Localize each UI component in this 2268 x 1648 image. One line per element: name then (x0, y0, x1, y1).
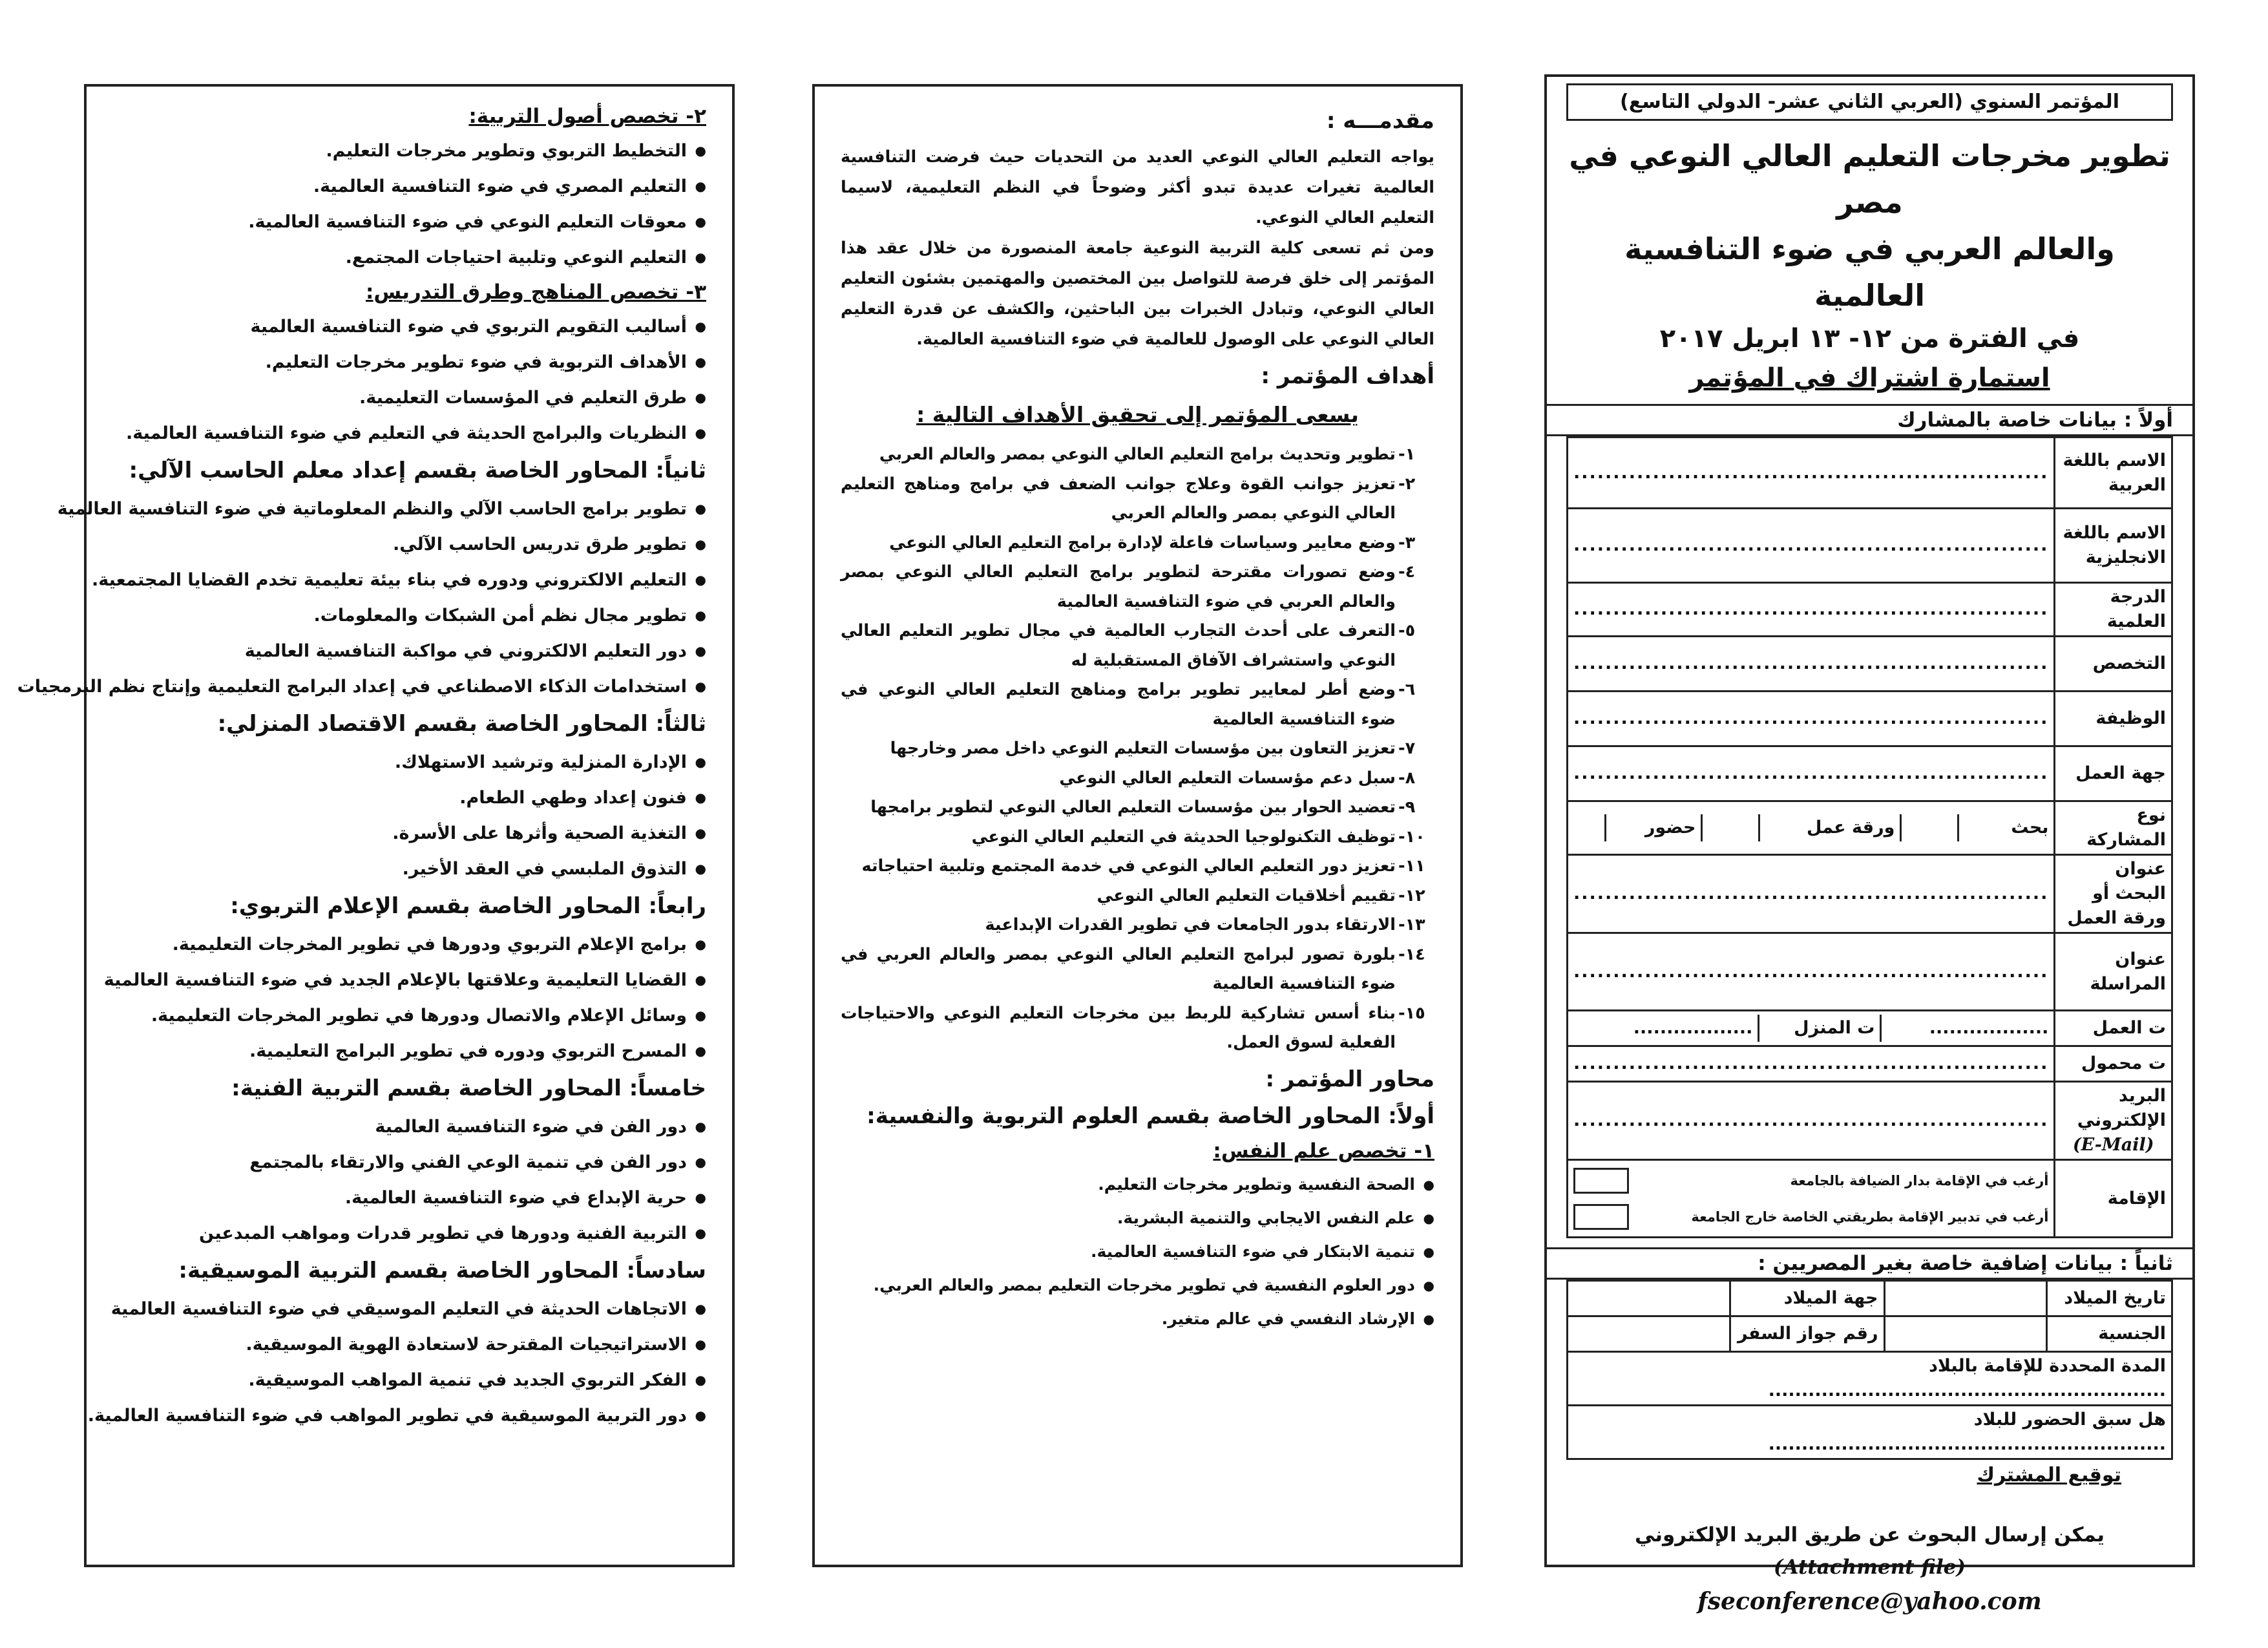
conference-title: تطوير مخرجات التعليم العالي النوعي في مصر (1569, 138, 2170, 220)
footer-note: (Attachment file) (1773, 1556, 1966, 1579)
bullet-list (112, 309, 706, 451)
duration-field[interactable]: المدة المحددة للإقامة بالبلاد ............................................................ (1568, 1352, 2172, 1406)
field-label: ت العمل (2055, 1011, 2172, 1046)
list-item: ● علم النفس الايجابي والتنمية البشرية. (841, 1201, 1434, 1235)
section-heading: ١- تخصص علم النفس: (1213, 1139, 1434, 1163)
list-item: ● برامج الإعلام التربوي ودورها في تطوير المخرجات التعليمية. (112, 927, 706, 962)
field-label: عنوان المراسلة (2055, 933, 2172, 1011)
conference-title: والعالم العربي في ضوء التنافسية العالمية (1624, 231, 2115, 313)
goals-list (841, 440, 1434, 1058)
field-label: الإقامة (2055, 1160, 2172, 1238)
right-panel (1544, 74, 2195, 1615)
form-section-heading: أولاً : بيانات خاصة بالمشارك (1547, 404, 2192, 436)
goal-item: ١٣- الارتقاء بدور الجامعات في تطوير القدرات الإبداعية (985, 915, 1425, 935)
checkbox[interactable] (1573, 1168, 1629, 1194)
list-item: ● معوقات التعليم النوعي في ضوء التنافسية العالمية. (112, 204, 706, 240)
list-item: ● طرق التعليم في المؤسسات التعليمية. (112, 380, 706, 416)
list-item: ● التربية الفنية ودورها في تطوير قدرات ومواهب المبدعين (112, 1216, 706, 1251)
bullet-list (17, 491, 706, 704)
list-item: ● دور التربية الموسيقية في تطوير المواهب في ضوء التنافسية العالمية. (112, 1398, 706, 1433)
list-item: ● أساليب التقويم التربوي في ضوء التنافسية العالمية (112, 309, 706, 344)
mobile-field[interactable]: ............................................................ (1568, 1046, 2055, 1082)
list-item: ● التذوق الملبسي في العقد الأخير. (112, 851, 706, 887)
list-item: ● استخدامات الذكاء الاصطناعي في إعداد البرامج التعليمية وإنتاج نظم البرمجيات (112, 669, 706, 704)
home-phone-field[interactable]: .................. (1633, 1018, 1753, 1038)
list-item: ● دور العلوم النفسية في تطوير مخرجات التعليم بمصر والعالم العربي. (841, 1269, 1434, 1302)
bullet-list (103, 927, 706, 1069)
list-item: ● المسرح التربوي ودوره في تطوير البرامج التعليمية. (112, 1033, 706, 1069)
section-heading: ٢- تخصص أصول التربية: (468, 105, 706, 128)
list-item: ● تطوير طرق تدريس الحاسب الآلي. (112, 527, 706, 562)
intro-paragraph: ومن ثم تسعى كلية التربية النوعية جامعة المنصورة من خلال عقد هذا المؤتمر إلى خلق فرصة للتواصل بين المختصين والمهتمين بشئون التعليم العالي النوعي، وتبادل الخبرات بين الباحثين، والكشف عن قدرة التعليم العالي النوعي على الوصول للعالمية في ضوء التنافسية العالمية. (841, 238, 1434, 349)
field-label: الوظيفة (2055, 692, 2172, 746)
list-item: ● فنون إعداد وطهي الطعام. (112, 780, 706, 816)
goal-item: ١١- تعزيز دور التعليم العالي النوعي في خدمة المجتمع وتلبية احتياجاته (861, 856, 1425, 876)
goal-item: ١٤- بلورة تصور لبرامج التعليم العالي النوعي بمصر والعالم العربي في ضوء التنافسية العالمية (841, 944, 1425, 993)
field-label: الجنسية (2047, 1316, 2172, 1352)
list-item: ● التخطيط التربوي وتطوير مخرجات التعليم. (112, 133, 706, 169)
work-phone-field[interactable]: .................. (1881, 1015, 2054, 1042)
footer-note: يمكن إرسال البحوث عن طريق البريد الإلكتروني (1635, 1523, 2105, 1547)
conference-dates: في الفترة من ١٢- ١٣ ابريل ٢٠١٧ (1659, 324, 2080, 354)
form-title: استمارة اشتراك في المؤتمر (1689, 363, 2050, 393)
axes-heading: محاور المؤتمر : (1265, 1066, 1434, 1092)
list-item: ● تطوير برامج الحاسب الآلي والنظم المعلوماتية في ضوء التنافسية العالمية (112, 491, 706, 527)
birthdate-field[interactable] (1884, 1281, 2046, 1316)
field-label: التخصص (2055, 637, 2172, 692)
non-egyptian-form (1566, 1280, 2173, 1460)
field-label: ت محمول (2055, 1046, 2172, 1082)
bullet-list (87, 1291, 706, 1433)
field-label: ت المنزل (1759, 1015, 1881, 1042)
list-item: ● حرية الإبداع في ضوء التنافسية العالمية. (112, 1180, 706, 1216)
list-item: ● الفكر التربوي الجديد في تنمية المواهب الموسيقية. (112, 1362, 706, 1398)
field-label: عنوان البحث أو ورقة العمل (2055, 855, 2172, 933)
field-label: جهة الميلاد (1730, 1281, 1884, 1316)
list-item: ● التعليم النوعي وتلبية احتياجات المجتمع. (112, 240, 706, 275)
workplace-field[interactable]: ............................................................ (1568, 746, 2055, 801)
bullet-list (112, 133, 706, 275)
job-field[interactable]: ............................................................ (1568, 692, 2055, 746)
list-item: ● الإرشاد النفسي في عالم متغير. (841, 1302, 1434, 1336)
goal-item: ١٥- بناء أسس تشاركية للربط بين مخرجات التعليم النوعي والاحتياجات الفعلية لسوق العمل. (841, 1003, 1425, 1052)
list-item: ● دور الفن في تنمية الوعي الفني والارتقاء بالمجتمع (112, 1145, 706, 1180)
field-label: رقم جواز السفر (1730, 1316, 1884, 1352)
goal-item: ٨- سبل دعم مؤسسات التعليم العالي النوعي (1059, 768, 1416, 788)
goal-item: ٢- تعزيز جوانب القوة وعلاج جوانب الضعف في برامج ومناهج التعليم العالي النوعي بمصر والعالم العربي (841, 474, 1416, 523)
field-label: تاريخ الميلاد (2047, 1281, 2172, 1316)
section-heading: ثالثاً: المحاور الخاصة بقسم الاقتصاد المنزلي: (217, 711, 706, 737)
list-item: ● النظريات والبرامج الحديثة في التعليم في ضوء التنافسية العالمية. (112, 416, 706, 451)
list-item: ● التعليم الالكتروني ودوره في بناء بيئة تعليمية تخدم القضايا المجتمعية. (112, 562, 706, 598)
title-field[interactable]: ............................................................ (1568, 855, 2055, 933)
field-label: الاسم باللغة العربية (2055, 438, 2172, 509)
goal-item: ٣- وضع معايير وسياسات فاعلة لإدارة برامج التعليم العالي النوعي (889, 533, 1416, 553)
left-panel (17, 84, 735, 1567)
list-item: ● تطوير مجال نظم أمن الشبكات والمعلومات. (112, 598, 706, 633)
list-item: ● الأهداف التربوية في ضوء تطوير مخرجات التعليم. (112, 344, 706, 380)
field-label: البريد الإلكتروني (E-Mail) (2055, 1082, 2172, 1160)
goal-item: ١٠- توظيف التكنولوجيا الحديثة في التعليم العالي النوعي (971, 827, 1425, 847)
participant-form (1566, 436, 2173, 1238)
section-heading: سادساً: المحاور الخاصة بقسم التربية الموسيقية: (178, 1258, 706, 1284)
conference-label: المؤتمر السنوي (العربي الثاني عشر- الدولي التاسع) (1566, 83, 2173, 121)
nationality-field[interactable] (1884, 1316, 2046, 1352)
list-item: ● الإدارة المنزلية وترشيد الاستهلاك. (112, 745, 706, 780)
goal-item: ١- تطوير وتحديث برامج التعليم العالي النوعي بمصر والعالم العربي (879, 445, 1416, 464)
section-heading: أولاً: المحاور الخاصة بقسم العلوم التربوية والنفسية: (866, 1103, 1434, 1129)
list-item: ● وسائل الإعلام والاتصال ودورها في تطوير المخرجات التعليمية. (112, 998, 706, 1033)
list-item: ● الاستراتيجيات المقترحة لاستعادة الهوية الموسيقية. (112, 1327, 706, 1362)
field-label: الاسم باللغة الانجليزية (2055, 509, 2172, 583)
option-research[interactable]: بحث (1958, 814, 2054, 841)
option-attend[interactable]: حضور (1606, 814, 1702, 841)
field-label: نوع المشاركة (2055, 801, 2172, 855)
footer (1566, 1519, 2173, 1620)
goals-heading: أهداف المؤتمر : (1261, 363, 1434, 389)
list-item: ● الصحة النفسية وتطوير مخرجات التعليم. (841, 1168, 1434, 1201)
goal-item: ٦- وضع أطر لمعايير تطوير برامج ومناهج التعليم العالي النوعي في ضوء التنافسية العالمية (841, 680, 1416, 729)
field-label: الدرجة العلمية (2055, 583, 2172, 637)
section-heading: ٣- تخصص المناهج وطرق التدريس: (366, 280, 706, 304)
intro-heading: مقدمـــه : (1326, 108, 1434, 134)
lodging-option[interactable]: أرغب في الإقامة بدار الضيافة بالجامعة (1573, 1163, 2048, 1199)
bullet-list (112, 1109, 706, 1251)
name-en-field[interactable]: ............................................................ (1568, 509, 2055, 583)
list-item: ● التغذية الصحية وأثرها على الأسرة. (112, 816, 706, 851)
list-item: ● دور الفن في ضوء التنافسية العالمية (112, 1109, 706, 1145)
degree-field[interactable]: ............................................................ (1568, 583, 2055, 637)
goal-item: ٩- تعضيد الحوار بين مؤسسات التعليم العالي النوعي لتطوير برامجها (870, 798, 1416, 817)
checkbox[interactable] (1573, 1204, 1629, 1230)
previous-visit-field[interactable]: هل سبق الحضور للبلاد ............................................................ (1568, 1406, 2172, 1459)
address-field[interactable]: ............................................................ (1568, 933, 2055, 1011)
intro-paragraph: يواجه التعليم العالي النوعي العديد من التحديات حيث فرضت التنافسية العالمية تغيرات عديدة تبدو أكثر وضوحاً في النظم التعليمية، لاسيما التعليم العالي النوعي. (841, 147, 1434, 227)
bullet-list (112, 745, 706, 887)
list-item: ● تنمية الابتكار في ضوء التنافسية العالمية. (841, 1235, 1434, 1269)
signature-label: توقيع المشترك (1977, 1464, 2121, 1486)
list-item: ● الاتجاهات الحديثة في التعليم الموسيقي في ضوء التنافسية العالمية (112, 1291, 706, 1327)
name-ar-field[interactable]: ............................................................ (1568, 438, 2055, 509)
form-section-heading: ثانياً : بيانات إضافية خاصة بغير المصريين : (1547, 1247, 2192, 1280)
middle-panel (812, 84, 1463, 1567)
lodging-option[interactable]: أرغب في تدبير الإقامة بطريقتي الخاصة خارج الجامعة (1573, 1199, 2048, 1235)
section-heading: رابعاً: المحاور الخاصة بقسم الإعلام التربوي: (230, 893, 706, 919)
list-item: ● القضايا التعليمية وعلاقتها بالإعلام الجديد في ضوء التنافسية العالمية (112, 962, 706, 998)
specialization-field[interactable]: ............................................................ (1568, 637, 2055, 692)
goal-item: ٧- تعزيز التعاون بين مؤسسات التعليم النوعي داخل مصر وخارجها (890, 739, 1416, 758)
section-heading: خامساً: المحاور الخاصة بقسم التربية الفنية: (231, 1075, 706, 1101)
list-item: ● التعليم المصري في ضوء التنافسية العالمية. (112, 169, 706, 204)
email-field[interactable]: ............................................................ (1568, 1082, 2055, 1160)
birthplace-field[interactable] (1568, 1281, 1730, 1316)
bullet-list (841, 1168, 1434, 1336)
goal-item: ٤- وضع تصورات مقترحة لتطوير برامج التعليم العالي النوعي بمصر والعالم العربي في ضوء التنافسية العالمية (841, 562, 1416, 611)
goal-item: ٥- التعرف على أحدث التجارب العالمية في مجال تطوير التعليم العالي النوعي واستشراف الآفاق المستقبلية له (841, 621, 1416, 670)
section-heading: ثانياً: المحاور الخاصة بقسم إعداد معلم الحاسب الآلي: (129, 458, 706, 483)
contact-email[interactable]: fseconference@yahoo.com (1697, 1588, 2042, 1615)
goals-lead: يسعى المؤتمر إلى تحقيق الأهداف التالية : (916, 402, 1359, 427)
field-label: جهة العمل (2055, 746, 2172, 801)
list-item: ● دور التعليم الالكتروني في مواكبة التنافسية العالمية (112, 633, 706, 669)
option-paper[interactable]: ورقة عمل (1759, 814, 1901, 841)
passport-field[interactable] (1568, 1316, 1730, 1352)
goal-item: ١٢- تقييم أخلاقيات التعليم العالي النوعي (1097, 885, 1425, 905)
